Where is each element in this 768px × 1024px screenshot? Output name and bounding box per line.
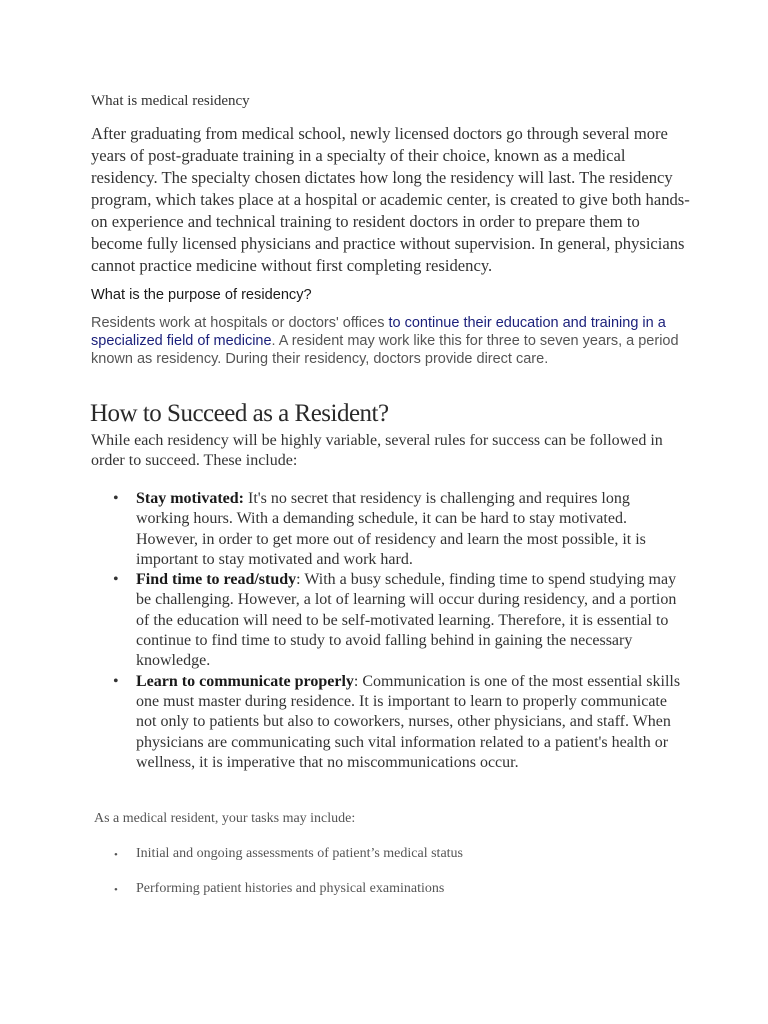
tip-text: It's no secret that residency is challenging and requires long working hours. With a demanding schedule, it can be hard to stay motivated. However, in order to get more out of residency and learn the most possible, it is important to stay motivated and work hard. (136, 490, 646, 568)
question-purpose-of-residency: What is the purpose of residency? (91, 287, 312, 303)
task-text: Performing patient histories and physical examinations (136, 881, 445, 896)
bullet-icon: • (114, 849, 118, 861)
tip-text: : With a busy schedule, finding time to spend studying may be challenging. However, a lot of learning will occur during residency, and a portion of the education will need to be self-motivated learning. Therefore, it is essential to continue to find time to study to avoid falling behind in gaining the necessary knowledge. (136, 571, 677, 670)
bullet-icon: • (113, 571, 119, 589)
question-what-is-residency: What is medical residency (91, 93, 250, 109)
residency-definition-paragraph: After graduating from medical school, newly licensed doctors go through several more years of post-graduate training in a specialty of their choice, known as a medical residency. The specialty chosen dictates how long the residency will last. The residency program, which takes place at a hospital or academic center, is created to give both hands-on experience and technical training to resident doctors in order to prepare them to become fully licensed physicians and practice without supervision. In general, physicians cannot practice medicine without first completing residency. (91, 124, 690, 275)
success-intro-paragraph: While each residency will be highly variable, several rules for success can be followed in order to succeed. These include: (91, 432, 663, 469)
bullet-icon: • (113, 490, 119, 507)
list-item (113, 489, 681, 570)
tip-title: Learn to communicate properly (136, 672, 354, 690)
tasks-intro: As a medical resident, your tasks may include: (94, 811, 356, 826)
tip-title: Find time to read/study (136, 571, 297, 589)
bullet-icon: • (113, 672, 119, 690)
purpose-paragraph (91, 314, 691, 368)
purpose-text-before: Residents work at hospitals or doctors' offices (91, 315, 389, 331)
success-tips-list (113, 489, 681, 773)
education-training-link[interactable]: to continue their education and training in a specialized field of medicine (91, 315, 666, 349)
tip-text: : Communication is one of the most essential skills one must master during residence. It is important to learn to properly communicate not only to patients but also to coworkers, nurses, other physicians, and staff. When physicians are communicating such vital information related to a patient's health or wellness, it is imperative that no miscommunications occur. (136, 672, 681, 771)
list-item (114, 846, 463, 881)
list-item (113, 570, 681, 671)
purpose-text-after: . A resident may work like this for three to seven years, a period known as residency. During their residency, doctors provide direct care. (91, 333, 679, 367)
tasks-list (114, 846, 463, 916)
section-heading: How to Succeed as a Resident? (90, 400, 389, 427)
tip-title: Stay motivated: (136, 490, 244, 507)
list-item (113, 672, 681, 773)
bullet-icon: • (114, 884, 118, 896)
list-item (114, 881, 463, 916)
task-text: Initial and ongoing assessments of patient’s medical status (136, 846, 463, 861)
